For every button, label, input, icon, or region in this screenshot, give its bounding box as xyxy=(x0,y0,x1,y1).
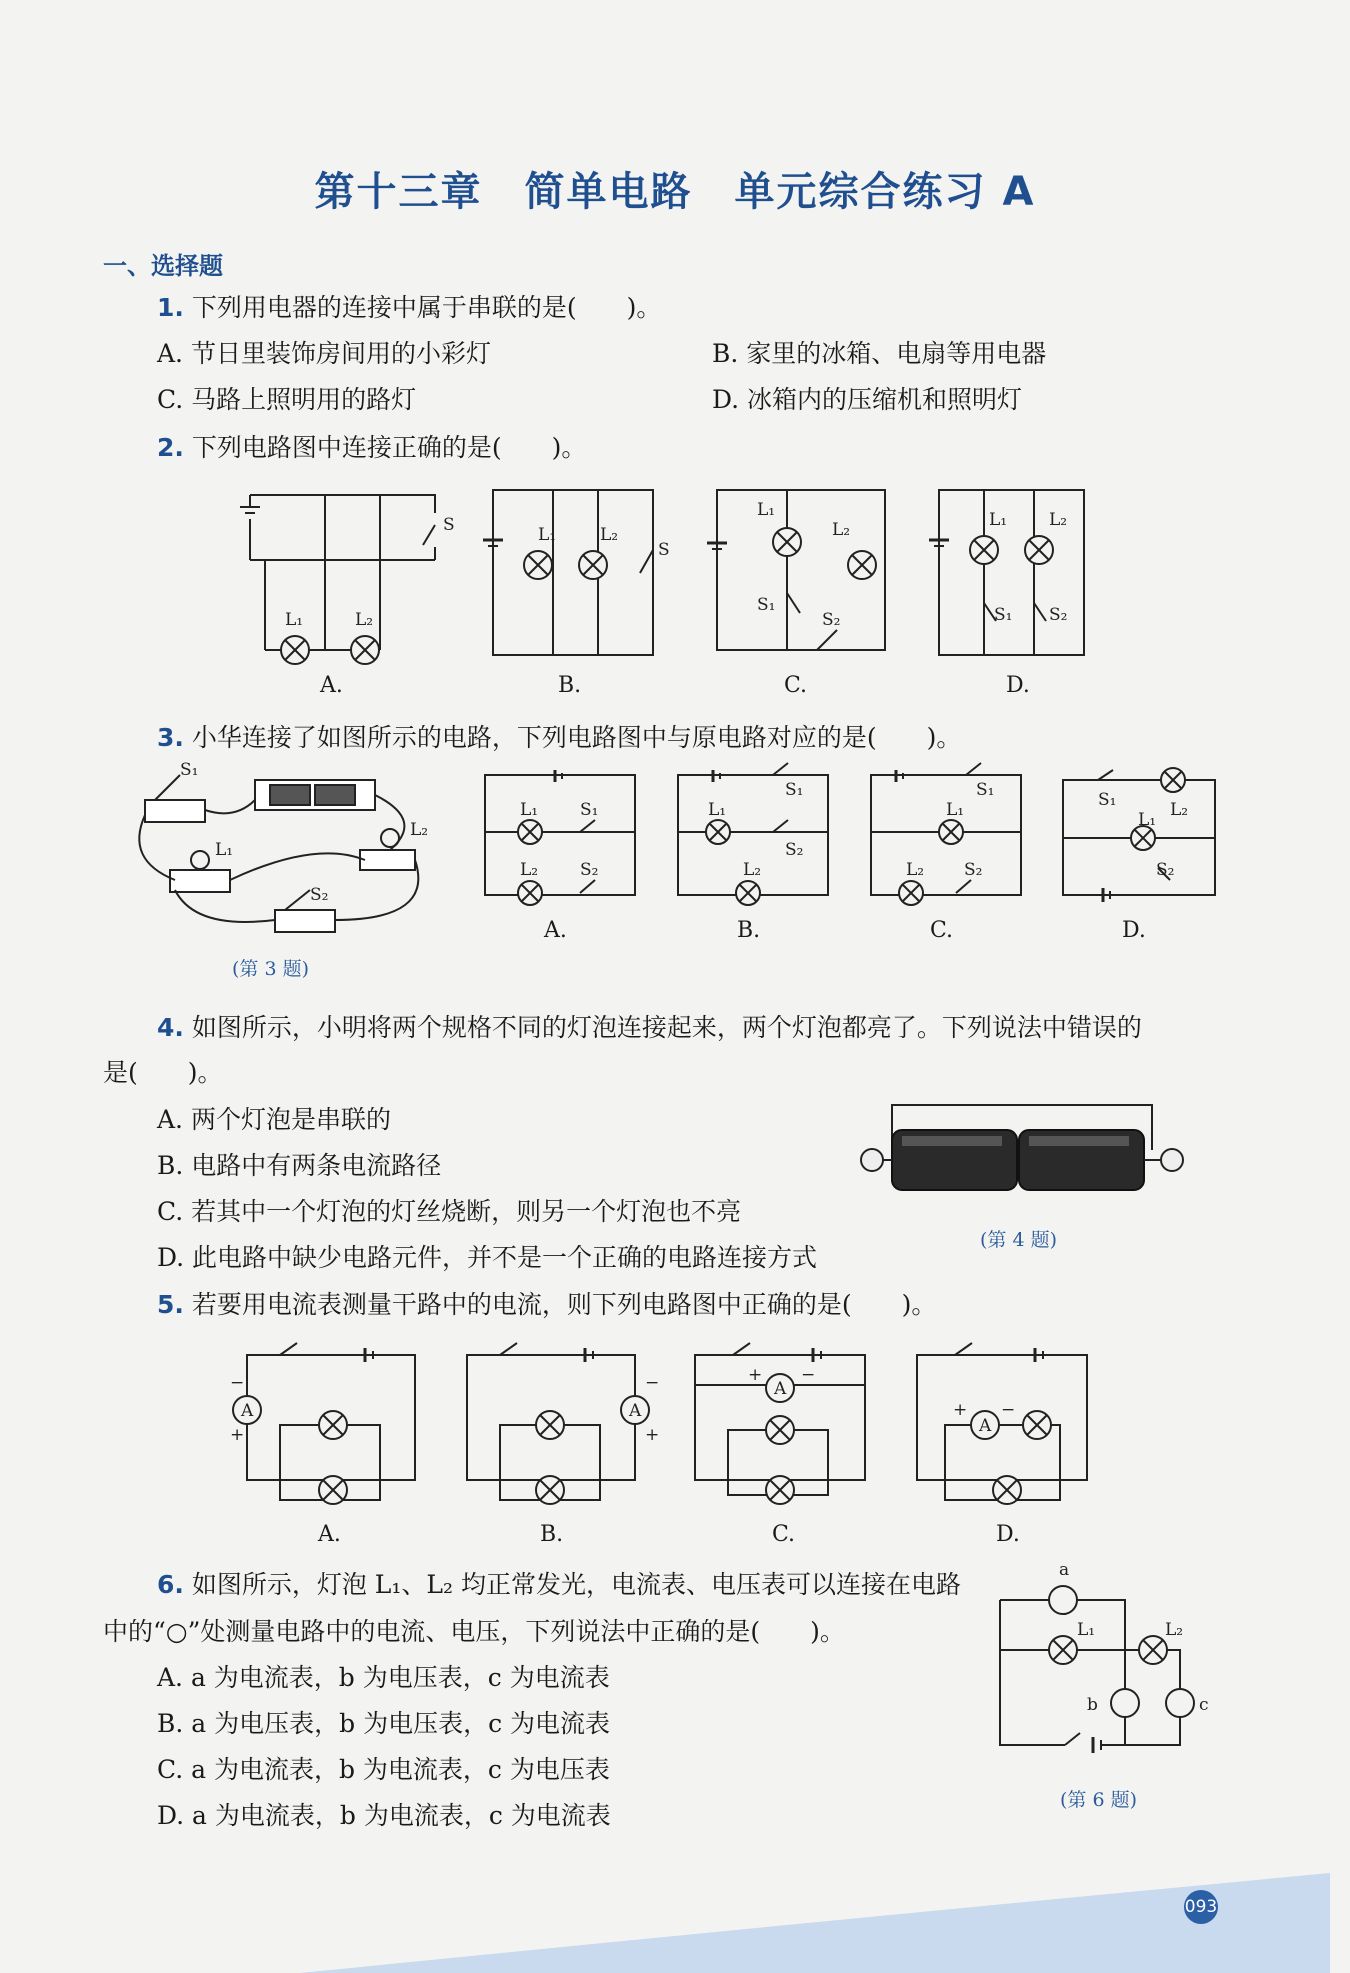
q5-circuit-d xyxy=(915,1340,1105,1510)
svg-text:S₂: S₂ xyxy=(310,885,329,905)
q3-circuit-b xyxy=(673,770,833,905)
svg-text:L₁: L₁ xyxy=(538,525,557,545)
q3-physical-circuit xyxy=(135,760,445,940)
footer-band xyxy=(0,1863,1350,1973)
page-title: 第十三章 简单电路 单元综合练习 A xyxy=(314,169,1036,215)
q2-circuit-a xyxy=(240,485,455,665)
q2-circuit-b xyxy=(488,485,670,665)
page-number-badge: 093 xyxy=(1184,1890,1218,1924)
svg-text:+: + xyxy=(953,1400,968,1420)
svg-text:A: A xyxy=(774,1379,787,1399)
svg-text:L₂: L₂ xyxy=(1049,510,1068,530)
svg-text:L₂: L₂ xyxy=(1170,800,1189,820)
svg-text:−: − xyxy=(645,1373,660,1393)
q2-label-a: A. xyxy=(320,673,343,698)
q5-label-c: C. xyxy=(772,1522,796,1547)
svg-text:−: − xyxy=(1001,1400,1016,1420)
q2-stem: 2. 下列电路图中连接正确的是( )。 xyxy=(157,433,587,462)
q6-stem-line1: 6. 如图所示，灯泡 L₁、L₂ 均正常发光，电流表、电压表可以连接在电路 xyxy=(157,1570,962,1599)
svg-text:L₂: L₂ xyxy=(410,820,429,840)
q5-label-a: A. xyxy=(318,1522,341,1547)
svg-text:L₁: L₁ xyxy=(989,510,1008,530)
q5-circuit-a xyxy=(225,1340,425,1510)
q3-circuit-d xyxy=(1058,770,1223,905)
q4-option-a: A. 两个灯泡是串联的 xyxy=(157,1105,391,1134)
svg-text:S₁: S₁ xyxy=(580,800,599,820)
q6-option-b: B. a 为电压表，b 为电压表，c 为电流表 xyxy=(157,1709,611,1738)
svg-text:L₁: L₁ xyxy=(215,840,234,860)
q5-label-b: B. xyxy=(540,1522,564,1547)
svg-text:L₂: L₂ xyxy=(906,860,925,880)
q4-stem-line1: 4. 如图所示，小明将两个规格不同的灯泡连接起来，两个灯泡都亮了。下列说法中错误的 xyxy=(157,1013,1142,1042)
svg-text:+: + xyxy=(748,1365,763,1385)
q5-label-d: D. xyxy=(996,1522,1020,1547)
svg-text:S₁: S₁ xyxy=(757,595,776,615)
q3-stem: 3. 小华连接了如图所示的电路，下列电路图中与原电路对应的是( )。 xyxy=(157,723,962,752)
q5-circuit-c xyxy=(693,1340,883,1510)
svg-text:+: + xyxy=(230,1425,245,1445)
q6-option-a: A. a 为电流表，b 为电压表，c 为电流表 xyxy=(157,1663,610,1692)
svg-text:L₂: L₂ xyxy=(832,520,851,540)
svg-text:L₁: L₁ xyxy=(946,800,965,820)
q3-label-c: C. xyxy=(930,918,954,943)
q2-label-c: C. xyxy=(784,673,808,698)
svg-text:A: A xyxy=(241,1401,254,1421)
q3-label-d: D. xyxy=(1122,918,1146,943)
q4-option-d: D. 此电路中缺少电路元件，并不是一个正确的电路连接方式 xyxy=(157,1243,818,1272)
svg-text:L₁: L₁ xyxy=(1138,810,1157,830)
q4-stem-line2: 是( )。 xyxy=(103,1058,223,1087)
svg-text:S₂: S₂ xyxy=(1156,860,1175,880)
q4-option-c: C. 若其中一个灯泡的灯丝烧断，则另一个灯泡也不亮 xyxy=(157,1197,742,1226)
q3-label-b: B. xyxy=(737,918,761,943)
svg-text:S₁: S₁ xyxy=(976,780,995,800)
q5-stem: 5. 若要用电流表测量干路中的电流，则下列电路图中正确的是( )。 xyxy=(157,1290,937,1319)
svg-text:L₂: L₂ xyxy=(1165,1620,1184,1640)
svg-text:−: − xyxy=(801,1365,816,1385)
svg-text:L₁: L₁ xyxy=(708,800,727,820)
svg-text:S₂: S₂ xyxy=(580,860,599,880)
q1-option-b: B. 家里的冰箱、电扇等用电器 xyxy=(712,339,1047,368)
q1-option-c: C. 马路上照明用的路灯 xyxy=(157,385,417,414)
q3-caption: (第 3 题) xyxy=(232,958,309,980)
svg-text:S₂: S₂ xyxy=(964,860,983,880)
svg-text:A: A xyxy=(979,1416,992,1436)
svg-text:S₂: S₂ xyxy=(1049,605,1068,625)
q2-circuit-c xyxy=(712,485,892,665)
svg-text:S₁: S₁ xyxy=(180,760,199,780)
svg-text:−: − xyxy=(230,1373,245,1393)
svg-text:S₁: S₁ xyxy=(785,780,804,800)
svg-text:b: b xyxy=(1087,1695,1098,1715)
q2-label-b: B. xyxy=(558,673,582,698)
q4-option-b: B. 电路中有两条电流路径 xyxy=(157,1151,442,1180)
svg-text:S₁: S₁ xyxy=(994,605,1013,625)
svg-text:a: a xyxy=(1059,1560,1070,1580)
svg-text:L₂: L₂ xyxy=(355,610,374,630)
svg-text:S₁: S₁ xyxy=(1098,790,1117,810)
q6-option-c: C. a 为电流表，b 为电流表，c 为电压表 xyxy=(157,1755,610,1784)
q2-circuit-d xyxy=(934,485,1094,665)
q4-battery-photo xyxy=(862,1100,1202,1210)
svg-text:L₂: L₂ xyxy=(743,860,762,880)
q1-stem: 1. 下列用电器的连接中属于串联的是( )。 xyxy=(157,293,662,322)
svg-text:+: + xyxy=(645,1425,660,1445)
svg-text:L₁: L₁ xyxy=(285,610,304,630)
q2-label-d: D. xyxy=(1006,673,1030,698)
svg-text:S: S xyxy=(658,540,670,560)
svg-text:L₂: L₂ xyxy=(520,860,539,880)
q1-option-d: D. 冰箱内的压缩机和照明灯 xyxy=(712,385,1023,414)
q6-caption: (第 6 题) xyxy=(1060,1789,1137,1811)
section-heading: 一、选择题 xyxy=(103,252,223,280)
q1-option-a: A. 节日里装饰房间用的小彩灯 xyxy=(157,339,491,368)
q3-label-a: A. xyxy=(544,918,567,943)
svg-text:A: A xyxy=(629,1401,642,1421)
q3-circuit-a xyxy=(480,770,640,905)
q6-option-d: D. a 为电流表，b 为电流表，c 为电流表 xyxy=(157,1801,611,1830)
svg-text:S₂: S₂ xyxy=(785,840,804,860)
svg-text:L₂: L₂ xyxy=(600,525,619,545)
q4-caption: (第 4 题) xyxy=(980,1229,1057,1251)
svg-text:L₁: L₁ xyxy=(520,800,539,820)
q6-circuit xyxy=(985,1560,1215,1765)
svg-text:L₁: L₁ xyxy=(1077,1620,1096,1640)
q3-circuit-c xyxy=(866,770,1026,905)
svg-text:L₁: L₁ xyxy=(757,500,776,520)
svg-text:S₂: S₂ xyxy=(822,610,841,630)
q6-stem-line2: 中的“○”处测量电路中的电流、电压，下列说法中正确的是( )。 xyxy=(103,1617,845,1646)
svg-text:S: S xyxy=(443,515,455,535)
svg-text:c: c xyxy=(1199,1695,1209,1715)
q5-circuit-b xyxy=(465,1340,665,1510)
